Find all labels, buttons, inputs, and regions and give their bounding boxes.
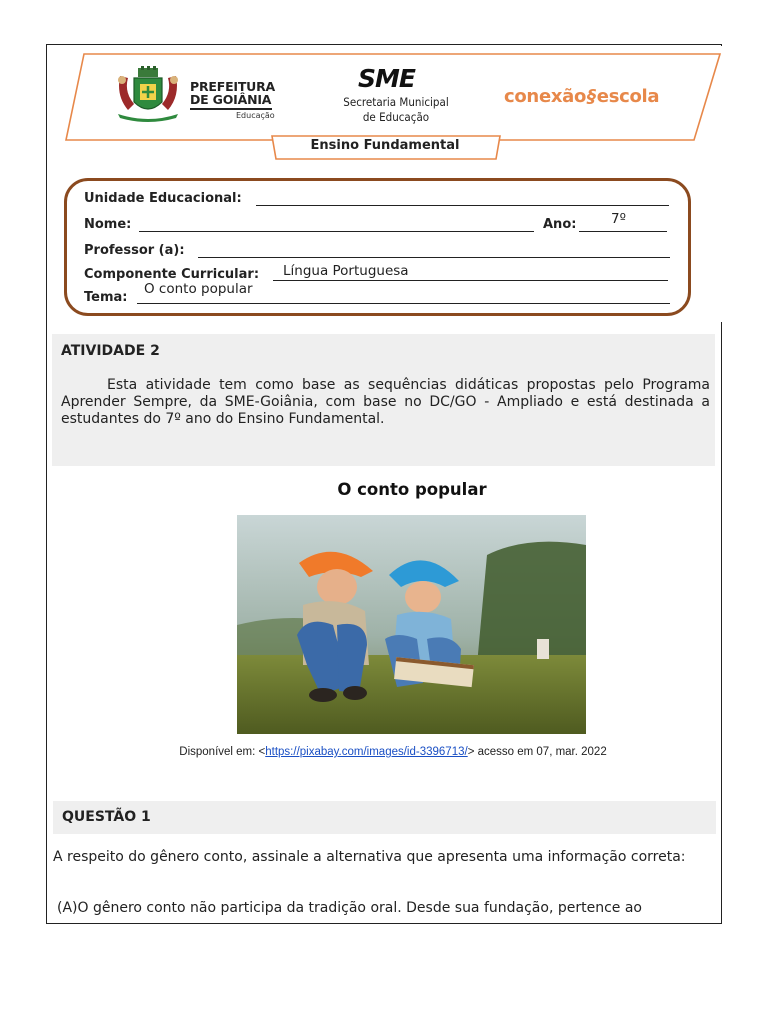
questao-box bbox=[53, 801, 716, 834]
credit-suffix: > acesso em 07, mar. 2022 bbox=[467, 746, 607, 758]
prefeitura-logo bbox=[112, 66, 282, 126]
tema-field[interactable] bbox=[137, 303, 670, 304]
prefeitura-line1: PREFEITURA bbox=[190, 79, 276, 94]
nome-field[interactable] bbox=[139, 231, 534, 232]
questao-title: QUESTÃO 1 bbox=[62, 809, 151, 825]
prefeitura-line2: DE GOIÂNIA bbox=[190, 92, 272, 107]
professor-field[interactable] bbox=[198, 257, 670, 258]
unidade-label: Unidade Educacional: bbox=[84, 191, 242, 206]
prefeitura-title bbox=[190, 80, 275, 106]
questao-option-a[interactable]: (A)O gênero conto não participa da tradição oral. Desde sua fundação, pertence ao bbox=[57, 900, 642, 916]
goiania-crest-icon bbox=[112, 66, 184, 124]
conto-title: O conto popular bbox=[337, 480, 487, 499]
sme-subtitle-line1: Secretaria Municipal bbox=[343, 95, 449, 109]
conexao-escola-logo bbox=[504, 86, 659, 107]
ano-label: Ano: bbox=[543, 217, 577, 232]
conexao-word: conexão bbox=[504, 86, 587, 107]
nome-label: Nome: bbox=[84, 217, 132, 232]
sme-logo: SME bbox=[358, 64, 415, 93]
image-credit bbox=[0, 746, 768, 758]
credit-link[interactable]: https://pixabay.com/images/id-3396713/ bbox=[265, 746, 468, 758]
componente-field[interactable] bbox=[273, 280, 668, 281]
tema-label: Tema: bbox=[84, 290, 128, 305]
componente-label: Componente Curricular: bbox=[84, 267, 260, 282]
prefeitura-rule bbox=[190, 108, 272, 110]
chain-icon: § bbox=[587, 86, 596, 107]
questao-text: A respeito do gênero conto, assinale a alternativa que apresenta uma informação correta: bbox=[53, 849, 686, 865]
atividade-text: Esta atividade tem como base as sequências didáticas propostas pelo Programa Aprender Sempre, da SME-Goiânia, com base no DC/GO - Ampliado e está destinada a estudantes do 7º ano do Ensino Fundamental. bbox=[61, 377, 710, 427]
unidade-field[interactable] bbox=[256, 205, 669, 206]
atividade-title: ATIVIDADE 2 bbox=[61, 343, 160, 359]
professor-label: Professor (a): bbox=[84, 243, 185, 258]
ensino-fundamental-label: Ensino Fundamental bbox=[310, 138, 460, 153]
componente-value: Língua Portuguesa bbox=[283, 263, 409, 279]
sme-subtitle bbox=[336, 95, 456, 125]
tema-value: O conto popular bbox=[144, 281, 253, 297]
ano-field[interactable] bbox=[579, 231, 667, 232]
prefeitura-subtitle: Educação bbox=[236, 111, 275, 120]
credit-prefix: Disponível em: < bbox=[179, 746, 266, 758]
ano-value: 7º bbox=[611, 211, 626, 227]
children-reading-photo bbox=[237, 515, 586, 734]
sme-subtitle-line2: de Educação bbox=[362, 110, 430, 124]
escola-word: escola bbox=[596, 86, 660, 107]
